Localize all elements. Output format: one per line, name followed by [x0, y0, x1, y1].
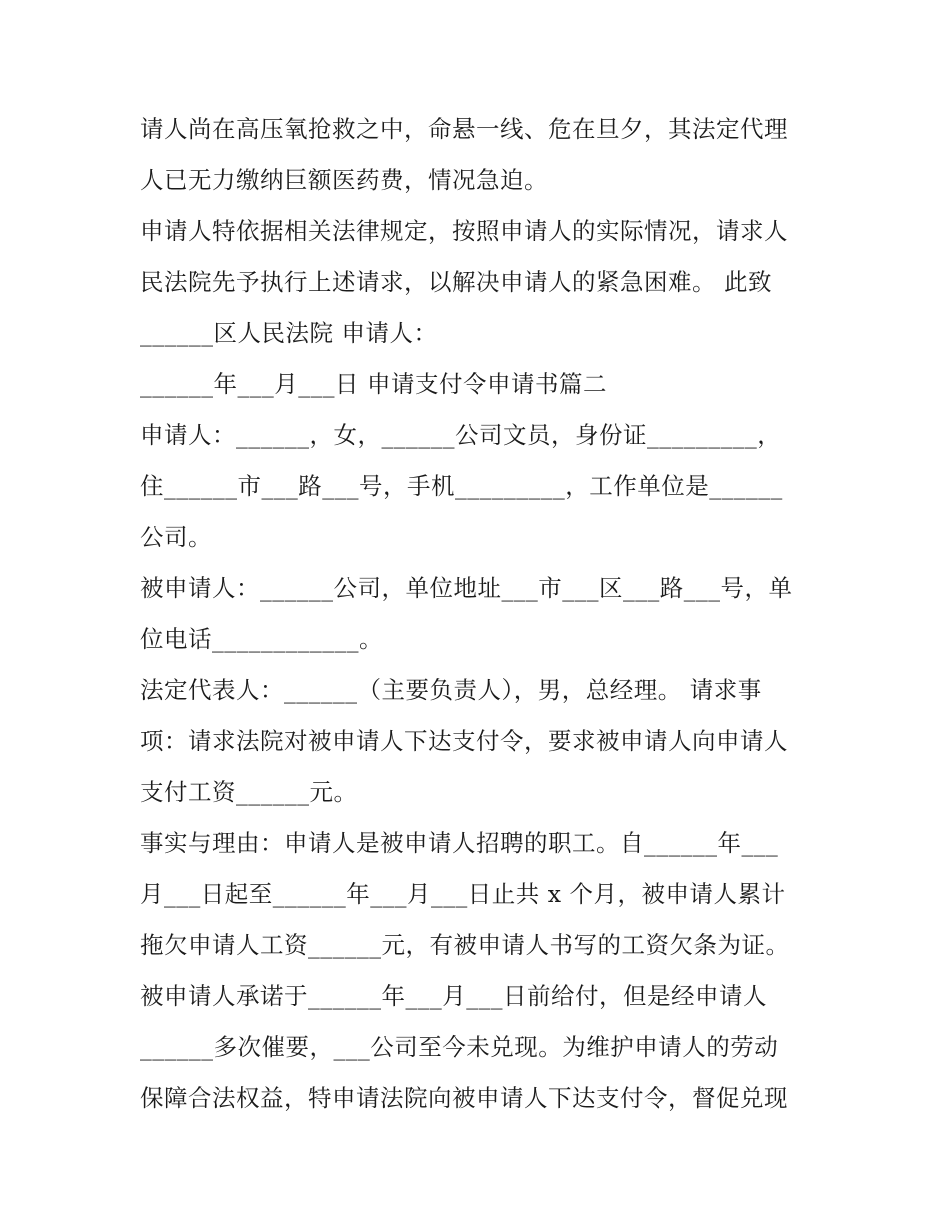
- text-line-16: 月___日起至______年___月___日止共 x 个月，被申请人累计: [140, 880, 786, 908]
- text-line-1: 请人尚在高压氧抢救之中，命悬一线、危在旦夕，其法定代理: [140, 115, 788, 143]
- text-line-5: ______区人民法院 申请人：: [140, 319, 438, 347]
- text-line-18: 被申请人承诺于______年___月___日前给付，但是经申请人: [140, 982, 767, 1010]
- document-body: [140, 104, 820, 1124]
- text-line-13: 项：请求法院对被申请人下达支付令，要求被申请人向申请人: [140, 727, 788, 755]
- text-line-11: 位电话____________。: [140, 625, 383, 653]
- text-line-4: 民法院先予执行上述请求，以解决申请人的紧急困难。 此致: [140, 268, 772, 296]
- text-line-12: 法定代表人：______（主要负责人），男，总经理。 请求事: [140, 676, 762, 704]
- text-line-3: 申请人特依据相关法律规定，按照申请人的实际情况，请求人: [140, 217, 788, 245]
- text-line-15: 事实与理由：申请人是被申请人招聘的职工。自______年___: [140, 829, 779, 857]
- text-line-19: ______多次催要，___公司至今未兑现。为维护申请人的劳动: [140, 1033, 779, 1061]
- text-line-9: 公司。: [140, 523, 212, 551]
- text-line-10: 被申请人：______公司，单位地址___市___区___路___号，单: [140, 574, 793, 602]
- text-line-20: 保障合法权益，特申请法院向被申请人下达支付令，督促兑现: [140, 1084, 788, 1112]
- text-line-8: 住______市___路___号，手机_________，工作单位是______: [140, 472, 783, 500]
- text-line-7: 申请人：______，女，______公司文员，身份证_________，: [140, 421, 782, 449]
- text-line-6: ______年___月___日 申请支付令申请书篇二: [140, 370, 607, 398]
- text-line-2: 人已无力缴纳巨额医药费，情况急迫。: [140, 166, 548, 194]
- text-line-17: 拖欠申请人工资______元，有被申请人书写的工资欠条为证。: [140, 931, 790, 959]
- text-line-14: 支付工资______元。: [140, 778, 358, 806]
